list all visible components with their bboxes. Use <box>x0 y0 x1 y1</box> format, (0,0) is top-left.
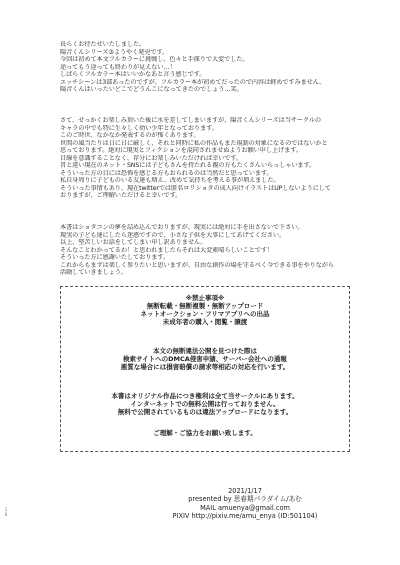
notice-line: インターネットでの無料公開は行っておりません。 <box>130 400 280 409</box>
contact-mail: MAIL amuenya@gmail.com <box>200 503 290 512</box>
text-line: そんなことわかってるわ！と思われましたらそれは大変素晴らしいことです！ <box>60 246 274 254</box>
notice-line: 悪質な場合には損害賠償の請求等相応の対応を行います。 <box>120 363 290 372</box>
text-line: 世間の風当たりは日に日に厳しく、それと同時に私の作品もまた規制の対象になるのではないかと <box>60 139 328 147</box>
circle-name: presented by 思春期パラダイム/あむ <box>188 495 302 504</box>
text-line: 現実の子ども達にしたら迷惑ですので、小さな子供を大事にしてあげてください。 <box>60 231 286 239</box>
text-line: 長らくお待たせいたしました。 <box>60 41 146 48</box>
prohibition-notice-box <box>60 286 350 452</box>
text-line: 今回は初めて本文フルカラーに挑戦し、色々と手探りで大変でした。 <box>60 56 249 64</box>
page-number-digit: 8 <box>4 512 8 517</box>
notice-line: 本書はオリジナル作品につき権利は全て当サークルにあります。 <box>111 392 299 400</box>
notice-line: ネットオークション・フリマアプリへの出品 <box>140 310 270 319</box>
text-line: そういった事情もあり、現在twitterでは匿名ロリショタの成人向けイラストはUPしないようにして <box>60 184 331 192</box>
rights-block <box>61 392 349 416</box>
dmca-block <box>61 347 349 371</box>
publish-date: 2021/1/17 <box>228 487 262 495</box>
page-number <box>2 507 10 517</box>
text-line: このご時世、なかなか発表するのが怖くあります。 <box>60 132 200 140</box>
notice-line: 無料で公開されているものは違法アップロードになります。 <box>117 408 293 417</box>
text-line: そういった方の目には恐怖を感じる方もおられるのは当然だと思っています。 <box>60 169 273 177</box>
text-line: 私自身周りに子どものいる友達も増え、改めて気持ちを考える事が増えました。 <box>60 177 280 185</box>
intro-paragraph <box>60 41 350 94</box>
text-line: 昔と違い現在のネット・SNSには子どもさんを持たれる親の方もたくさんいらっしゃいます。 <box>60 162 316 170</box>
notice-line: 無断転載・無断複製・無断アップロード <box>146 302 264 311</box>
closing-paragraph <box>60 224 350 277</box>
middle-paragraph <box>60 117 350 200</box>
text-line: おりますが、ご理解いただけると幸いです。 <box>60 192 182 200</box>
cooperation-block <box>61 429 349 437</box>
text-line: 陽音くんシリーズ③ようやく発売です。 <box>60 48 169 56</box>
text-line: 途ってもう途っても終わりが見えない…！ <box>60 63 176 71</box>
credits-block <box>160 487 330 520</box>
text-line: エッチシーンは3部あったのですが、フルカラー本が初めてだったので内容は軽めですみません。 <box>60 78 326 86</box>
text-line: 思っております。絶対に現実とフィクションを混同されませぬようお願い申し上げます。 <box>60 147 302 155</box>
page-number-digit: 1 <box>4 507 8 512</box>
text-line: そういった方に感謝いたしております。 <box>60 254 170 262</box>
text-line: キャラの中でも特に生々しく幼い少年となっております。 <box>60 124 218 132</box>
text-line: 目線を意識することなく、存分にお楽しみいただければ幸いです。 <box>60 154 243 162</box>
text-line: さて、せっかくお楽しみ頂いた後に水を差してしまいますが、陽音くんシリーズは当サークルの <box>60 117 322 124</box>
text-line: これからもまずは楽しく参りたいと思いますが、自由な創作の場を守るべく今できる事をやりながら <box>60 261 334 269</box>
text-line: 本書はショタコンの夢を詰め込んでおりますが、現実には絶対に手を出さないで下さい。 <box>60 224 304 231</box>
notice-line: ご理解・ご協力をお願い致します。 <box>153 429 257 437</box>
notice-line: 未成年者の購入・閲覧・譲渡 <box>162 318 248 327</box>
text-line: しばらくフルカラー本はいいかなあと言う感じです。 <box>60 71 206 79</box>
text-line: 活動していきましょう。 <box>60 269 127 277</box>
notice-heading: ※禁止事項※ <box>185 294 225 302</box>
notice-line: 検索サイトへのDMCA侵害申請、サーバー会社への通報 <box>123 355 287 364</box>
text-line: 陽音くんはいったいどこでどうんこになってきたのでしょう…笑。 <box>60 86 243 94</box>
pixiv-link: PIXIV http://pixiv.me/amu_enya (ID:501104) <box>172 511 318 520</box>
prohibited-actions-block <box>61 294 349 327</box>
notice-line: 本文の無断違法公開を見つけた際は <box>153 347 257 355</box>
text-line: 以上、堅苦しいお話をしてしまい申し訳ありません。 <box>60 239 207 247</box>
